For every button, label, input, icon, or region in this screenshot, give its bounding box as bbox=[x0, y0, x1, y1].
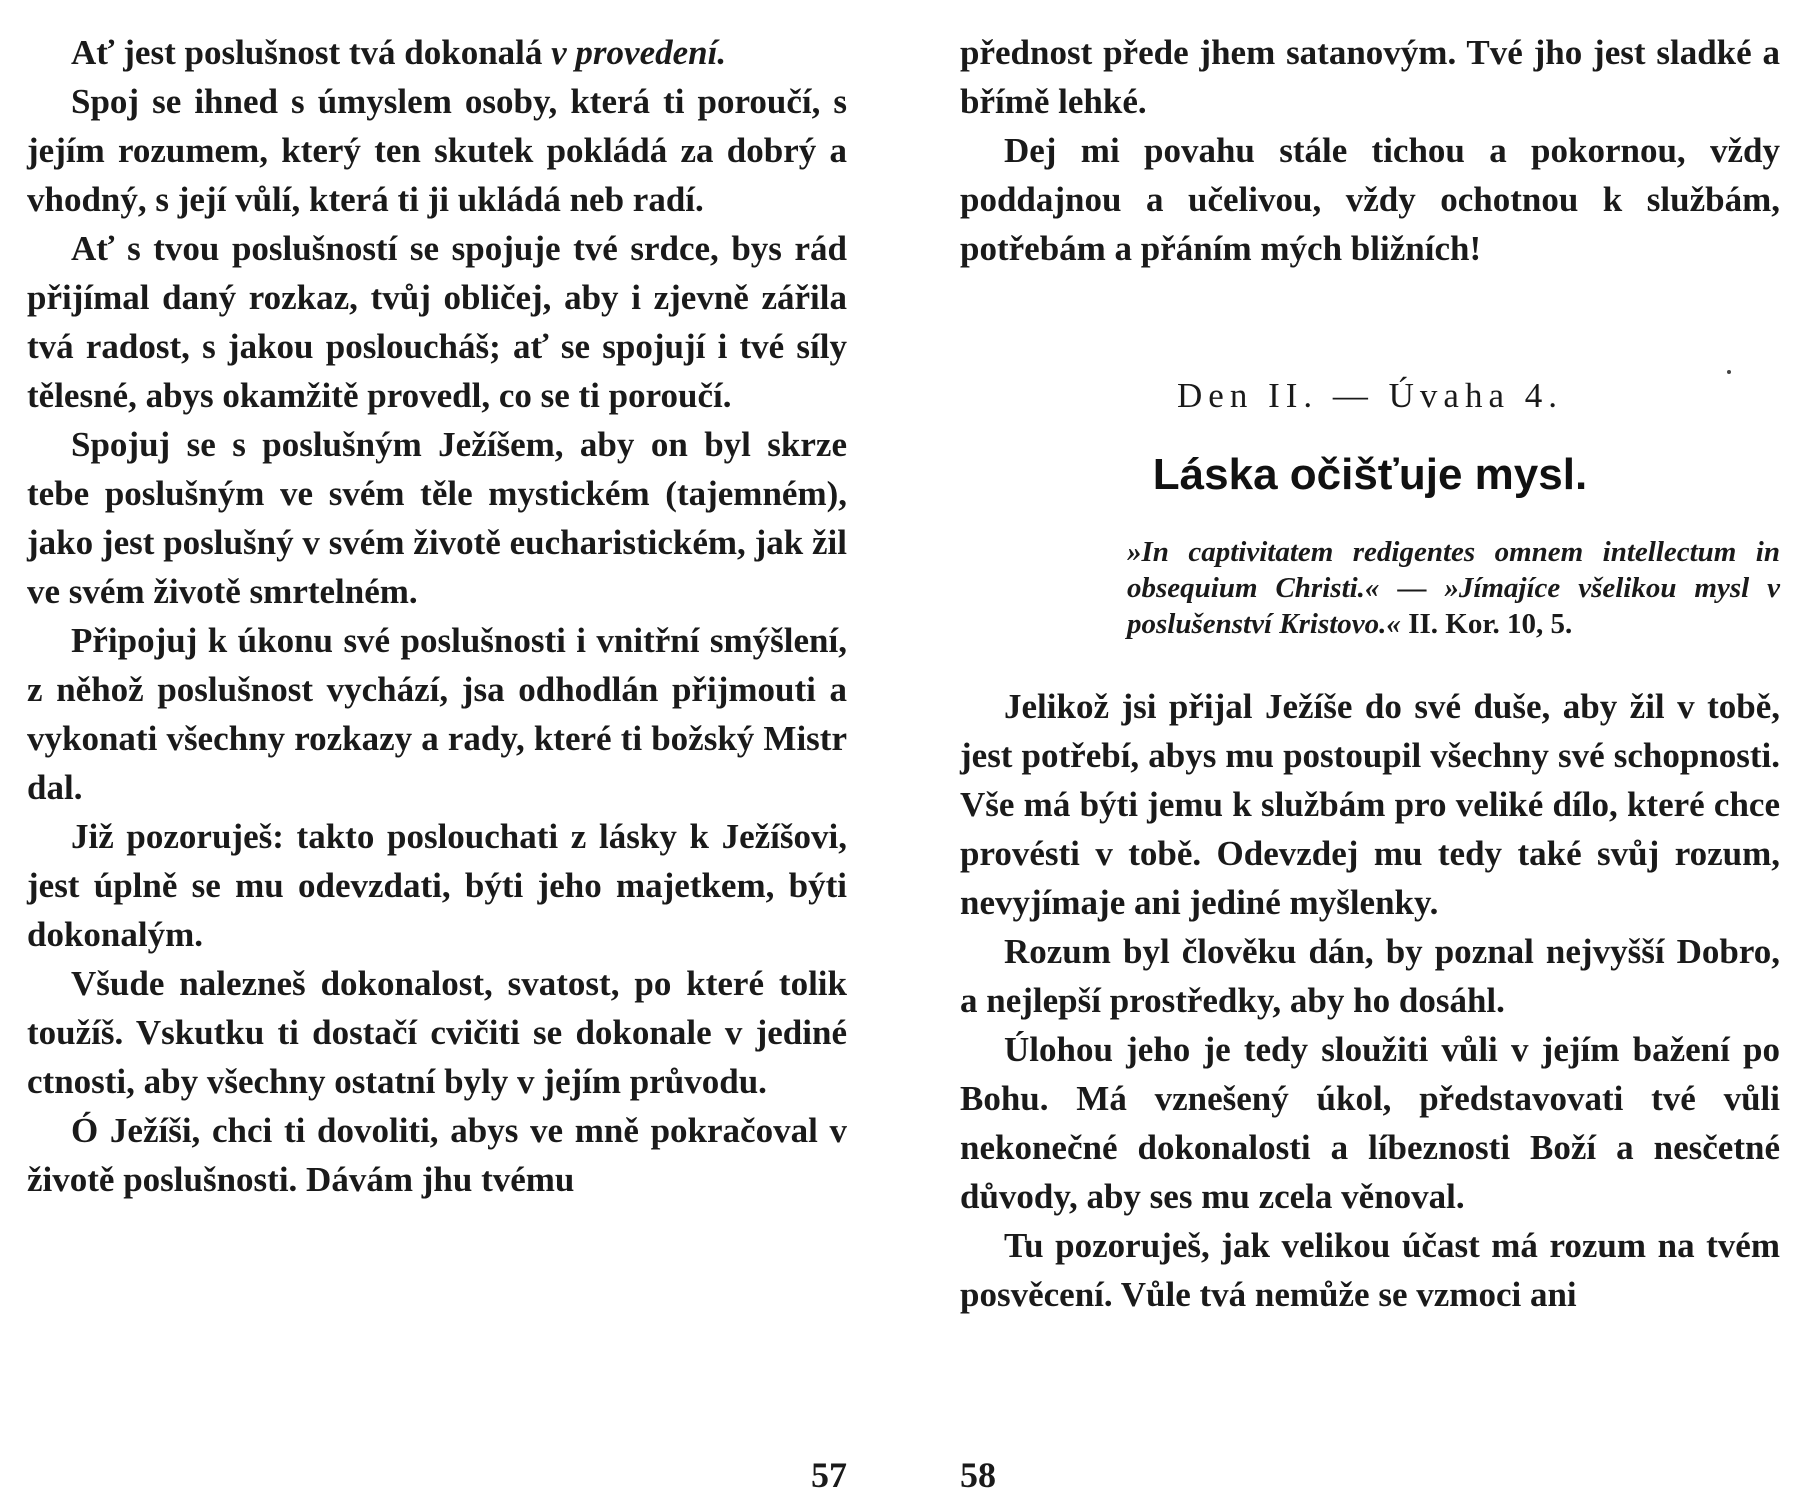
right-continuation-paragraph: přednost přede jhem satanovým. Tvé jho jest sladké a břímě lehké. bbox=[960, 33, 1780, 121]
right-paragraph-2: Rozum byl člověku dán, by poznal nejvyšší Dobro, a nejlepší prostředky, aby ho dosáhl. bbox=[960, 932, 1780, 1020]
left-intro-text: Ať jest poslušnost tvá dokonalá bbox=[71, 33, 552, 72]
motto-dash: — bbox=[1379, 572, 1445, 604]
left-intro-emphasis: v provedení. bbox=[551, 33, 727, 72]
left-page bbox=[27, 28, 847, 1495]
right-paragraph-4: Tu pozoruješ, jak velikou účast má rozum na tvém posvěcení. Vůle tvá nemůže se vzmoci ani bbox=[960, 1226, 1780, 1314]
day-heading: Den II. — Úvaha 4. bbox=[1177, 376, 1563, 415]
right-prayer-paragraph: Dej mi povahu stále tichou a pokornou, vždy poddajnou a učelivou, vždy ochotnou k službám, potřebám a přáním mých bližních! bbox=[960, 131, 1780, 268]
left-intro-paragraph bbox=[27, 28, 847, 77]
left-paragraph-6: Všude nalezneš dokonalost, svatost, po které tolik toužíš. Vskutku ti dostačí cvičiti se dokonale v jediné ctnosti, aby všechny ostatní byly v jejím průvodu. bbox=[27, 964, 847, 1101]
print-speck bbox=[1727, 370, 1731, 374]
motto-reference: II. Kor. 10, 5. bbox=[1400, 608, 1573, 640]
left-paragraph-4: Připojuj k úkonu své poslušnosti i vnitřní smýšlení, z něhož poslušnost vychází, jsa odhodlán přijmouti a vykonati všechny rozkazy a rady, které ti božský Mistr dal. bbox=[27, 621, 847, 807]
left-paragraph-1: Spoj se ihned s úmyslem osoby, která ti poroučí, s jejím rozumem, který ten skutek pokládá za dobrý a vhodný, s její vůlí, která ti ji ukládá neb radí. bbox=[27, 82, 847, 219]
motto-czech: »Jímajíce všelikou mysl v poslušenství Kristovo.« bbox=[1127, 572, 1781, 640]
left-paragraph-3: Spojuj se s poslušným Ježíšem, aby on byl skrze tebe poslušným ve svém těle mystickém (tajemném), jako jest poslušný v svém životě eucharistickém, jak žil ve svém životě smrtelném. bbox=[27, 425, 847, 611]
left-paragraph-2: Ať s tvou poslušností se spojuje tvé srdce, bys rád přijímal daný rozkaz, tvůj obličej, aby i zjevně zářila tvá radost, s jakou posloucháš; ať se spojují i tvé síly tělesné, abys okamžitě provedl, co se ti poroučí. bbox=[27, 229, 847, 415]
motto bbox=[1127, 534, 1780, 642]
left-paragraph-7: Ó Ježíši, chci ti dovoliti, abys ve mně pokračoval v životě poslušnosti. Dávám jhu tvému bbox=[27, 1111, 847, 1199]
right-page bbox=[960, 28, 1781, 1495]
right-paragraph-3: Úlohou jeho je tedy sloužiti vůli v jejím bažení po Bohu. Má vznešený úkol, představovati tvé vůli nekonečné dokonalosti a líbeznosti Boží a nesčetné důvody, aby ses mu zcela věnoval. bbox=[960, 1030, 1780, 1216]
section-gap bbox=[960, 642, 1780, 682]
left-page-number: 57 bbox=[811, 1455, 847, 1495]
right-page-number: 58 bbox=[960, 1455, 996, 1495]
right-paragraph-1: Jelikož jsi přijal Ježíše do své duše, aby žil v tobě, jest potřebí, abys mu postoupil všechny své schopnosti. Vše má býti jemu k službám pro veliké dílo, které chce provésti v tobě. Odevzdej mu tedy také svůj rozum, nevyjímaje ani jediné myšlenky. bbox=[960, 687, 1780, 922]
chapter-title: Láska očišťuje mysl. bbox=[1152, 450, 1588, 499]
left-paragraph-5: Již pozoruješ: takto poslouchati z lásky k Ježíšovi, jest úplně se mu odevzdati, býti jeho majetkem, býti dokonalým. bbox=[27, 817, 847, 954]
motto-latin: »In captivitatem redigentes omnem intellectum in obsequium Christi.« bbox=[1127, 536, 1780, 604]
